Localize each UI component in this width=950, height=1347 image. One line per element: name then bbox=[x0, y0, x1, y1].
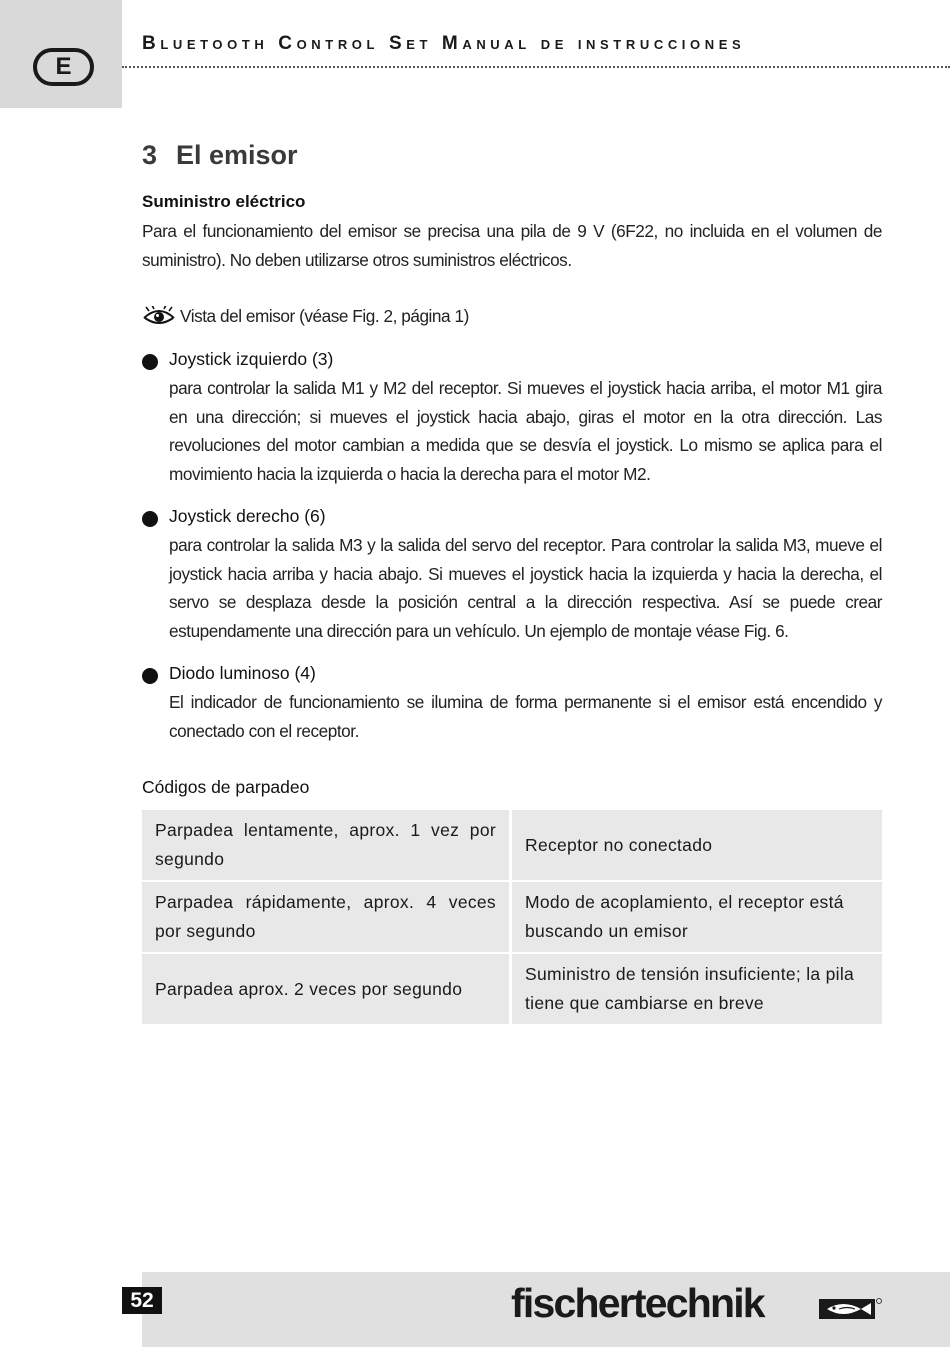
view-text: Vista del emisor (véase Fig. 2, página 1) bbox=[180, 306, 469, 326]
blink-pattern-cell: Parpadea lentamente, aprox. 1 vez por segundo bbox=[142, 810, 512, 882]
list-item bbox=[142, 345, 882, 489]
language-badge: E bbox=[33, 48, 94, 86]
page-number: 52 bbox=[122, 1287, 162, 1314]
bullet-text: para controlar la salida M3 y la salida del servo del receptor. Para controlar la salida M3, mueve el joystick hacia arriba y hacia abajo. Si mueves el joystick hacia la izquierda y hacia la derecha, el servo se desplaza desde la posición central a la dirección respectiva. Así se puede crear estupendamente una dirección para un vehículo. Un ejemplo de montaje véase Fig. 6. bbox=[169, 534, 882, 642]
view-reference bbox=[142, 302, 469, 334]
blink-codes-table bbox=[142, 810, 882, 1026]
bullet-title: Joystick izquierdo (3) bbox=[169, 349, 334, 369]
bullet-title: Diodo luminoso (4) bbox=[169, 663, 316, 683]
bullet-dot bbox=[142, 354, 158, 370]
table-row bbox=[142, 810, 882, 882]
power-text: Para el funcionamiento del emisor se precisa una pila de 9 V (6F22, no incluida en el volumen de suministro). No deben utilizarse otros suministros eléctricos. bbox=[142, 220, 882, 270]
section-number: 3 bbox=[142, 140, 158, 170]
blink-meaning-cell: Modo de acoplamiento, el receptor está buscando un emisor bbox=[512, 882, 882, 954]
bullet-dot bbox=[142, 511, 158, 527]
table-row bbox=[142, 954, 882, 1026]
language-tab bbox=[0, 0, 122, 108]
blink-meaning-cell: Suministro de tensión insuficiente; la pila tiene que cambiarse en breve bbox=[512, 954, 882, 1026]
power-heading: Suministro eléctrico bbox=[142, 192, 306, 211]
header-title: Bluetooth Control Set Manual de instrucciones bbox=[142, 33, 746, 54]
blink-pattern-cell: Parpadea aprox. 2 veces por segundo bbox=[142, 954, 512, 1026]
brand-wordmark: fischertechnik bbox=[511, 1280, 764, 1326]
section-heading bbox=[142, 140, 298, 171]
blink-meaning-cell: Receptor no conectado bbox=[512, 810, 882, 882]
bullet-dot bbox=[142, 668, 158, 684]
bullet-title: Joystick derecho (6) bbox=[169, 506, 326, 526]
eye-icon bbox=[142, 306, 176, 334]
table-row bbox=[142, 882, 882, 954]
codes-label: Códigos de parpadeo bbox=[142, 777, 310, 797]
bullet-text: para controlar la salida M1 y M2 del receptor. Si mueves el joystick hacia arriba, el motor M1 gira en una dirección; si mueves el joystick hacia abajo, giras el motor en la otra dirección. Las revoluciones del motor cambian a medida que se desvía el joystick. Lo mismo se aplica para el movimiento hacia la izquierda o hacia la derecha para el motor M2. bbox=[169, 377, 882, 485]
header-divider bbox=[122, 66, 950, 68]
power-section bbox=[142, 188, 882, 274]
list-item bbox=[142, 659, 882, 745]
blink-pattern-cell: Parpadea rápidamente, aprox. 4 veces por segundo bbox=[142, 882, 512, 954]
bullet-text: El indicador de funcionamiento se ilumina de forma permanente si el emisor está encendido y conectado con el receptor. bbox=[169, 691, 882, 741]
list-item bbox=[142, 502, 882, 646]
section-title: El emisor bbox=[176, 140, 298, 170]
fish-logo-icon bbox=[819, 1297, 883, 1326]
